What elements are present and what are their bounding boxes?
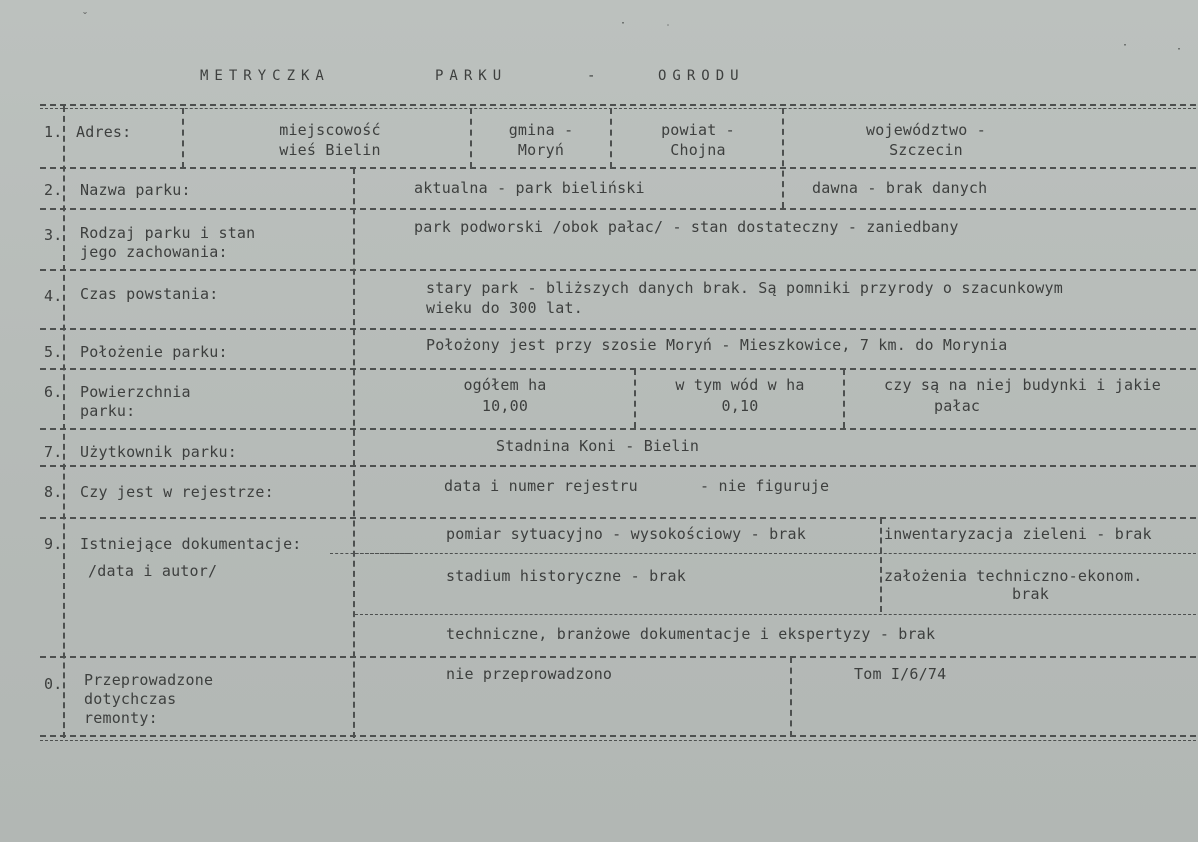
- field-user-value: Stadnina Koni - Bielin: [496, 437, 700, 455]
- field-technical-docs-value: techniczne, branżowe dokumentacje i ekspertyzy - brak: [446, 625, 936, 643]
- rule-row5: [40, 368, 1196, 370]
- field-survey-value: pomiar sytuacyjno - wysokościowy - brak: [446, 525, 806, 543]
- row-number: 0.: [44, 675, 63, 693]
- field-register-value: - nie figuruje: [700, 477, 830, 495]
- title-word-ogrodu: OGRODU: [658, 68, 745, 84]
- row-number: 6.: [44, 383, 63, 401]
- rule-row3: [40, 269, 1196, 271]
- col-r6-a: [634, 369, 636, 428]
- field-powiat-header: powiat -: [661, 121, 735, 139]
- col-label-divider: [353, 168, 355, 738]
- row-label-line2: jego zachowania:: [80, 243, 228, 261]
- row-label-line2: dotychczas: [84, 690, 177, 708]
- row-number: 9.: [44, 535, 63, 553]
- field-powiat-value: Chojna: [670, 141, 726, 159]
- row-label-line1: Rodzaj parku i stan: [80, 224, 256, 242]
- field-gmina-header: gmina -: [508, 121, 574, 139]
- col-r1-b: [470, 108, 472, 168]
- rule-row7: [40, 465, 1196, 467]
- rule-row9a: [355, 553, 1196, 554]
- rule-row8: [40, 517, 1196, 519]
- row-label: Czas powstania:: [80, 285, 219, 303]
- field-renovations-value: nie przeprowadzono: [446, 665, 613, 683]
- rule-row1: [40, 167, 1196, 169]
- row-label-line2: parku:: [80, 402, 136, 420]
- rule-bottom: [40, 735, 1196, 737]
- field-creation-line1: stary park - bliższych danych brak. Są pomniki przyrody o szacunkowym: [426, 279, 1063, 297]
- row-number: 5.: [44, 343, 63, 361]
- field-miejscowosc-header: miejscowość: [279, 121, 381, 139]
- field-techno-economic-line2: brak: [1012, 585, 1049, 603]
- col-r1-c: [610, 108, 612, 168]
- field-register-label: data i numer rejestru: [444, 477, 638, 495]
- row-label: Czy jest w rejestrze:: [80, 483, 274, 501]
- rule-row6: [40, 428, 1196, 430]
- row-number: 8.: [44, 483, 63, 501]
- field-current-name: aktualna - park bieliński: [414, 179, 645, 197]
- field-gmina-value: Moryń: [517, 141, 565, 159]
- field-total-area-header: ogółem ha: [463, 376, 547, 394]
- rule-top-double: [40, 108, 1196, 109]
- col-number-divider: [63, 106, 65, 738]
- col-r9: [880, 518, 882, 612]
- field-buildings-header: czy są na niej budynki i jakie: [884, 376, 1161, 394]
- field-volume-reference: Tom I/6/74: [854, 665, 947, 683]
- field-park-type-value: park podworski /obok pałac/ - stan dostateczny - zaniedbany: [414, 218, 959, 236]
- row-label-line1: Istniejące dokumentacje:: [80, 535, 302, 553]
- col-r1-d: [782, 108, 784, 208]
- field-former-name: dawna - brak danych: [812, 179, 988, 197]
- speck: ˘: [82, 12, 89, 23]
- field-techno-economic-line1: założenia techniczno-ekonom.: [884, 567, 1143, 585]
- rule-top: [40, 104, 1196, 106]
- field-miejscowosc-value: wieś Bielin: [279, 141, 381, 159]
- field-wojewodztwo-value: Szczecin: [889, 141, 963, 159]
- rule-row9b: [355, 614, 1196, 615]
- field-creation-line2: wieku do 300 lat.: [426, 299, 583, 317]
- row-label: Położenie parku:: [80, 343, 228, 361]
- col-r10: [790, 657, 792, 737]
- row-label: Nazwa parku:: [80, 181, 191, 199]
- field-total-area-value: 10,00: [481, 397, 529, 415]
- row-label-line3: remonty:: [84, 709, 158, 727]
- row-number: 4.: [44, 287, 63, 305]
- row-label-line2: /data i autor/: [88, 562, 218, 580]
- rule-row4: [40, 328, 1196, 330]
- field-historical-study-value: stadium historyczne - brak: [446, 567, 686, 585]
- row-label-line1: Powierzchnia: [80, 383, 191, 401]
- field-wojewodztwo-header: województwo -: [866, 121, 986, 139]
- row-label-line1: Przeprowadzone: [84, 671, 214, 689]
- rule-bottom-double: [40, 740, 1196, 741]
- field-greenery-inventory-value: inwentaryzacja zieleni - brak: [884, 525, 1152, 543]
- speck: ·: [620, 18, 627, 29]
- speck: ·: [1176, 44, 1183, 55]
- field-water-area-value: 0,10: [721, 397, 759, 415]
- field-location-value: Położony jest przy szosie Moryń - Mieszkowice, 7 km. do Morynia: [426, 336, 1008, 354]
- speck: ˙: [665, 24, 672, 35]
- rule-row2: [40, 208, 1196, 210]
- field-water-area-header: w tym wód w ha: [675, 376, 805, 394]
- row-number: 7.: [44, 443, 63, 461]
- title-word-metryczka: METRYCZKA: [200, 68, 330, 84]
- title-dash: -: [587, 68, 602, 84]
- row-number: 2.: [44, 181, 63, 199]
- speck: ·: [1122, 40, 1129, 51]
- rule-row9a-left: [330, 553, 410, 554]
- title-word-parku: PARKU: [435, 68, 508, 84]
- rule-row9: [40, 656, 1196, 658]
- col-r1-a: [182, 108, 184, 168]
- row-number: 3.: [44, 226, 63, 244]
- row-label: Użytkownik parku:: [80, 443, 237, 461]
- row-label: Adres:: [76, 123, 132, 141]
- col-r6-b: [843, 369, 845, 428]
- row-number: 1.: [44, 123, 63, 141]
- field-buildings-value: pałac: [934, 397, 981, 415]
